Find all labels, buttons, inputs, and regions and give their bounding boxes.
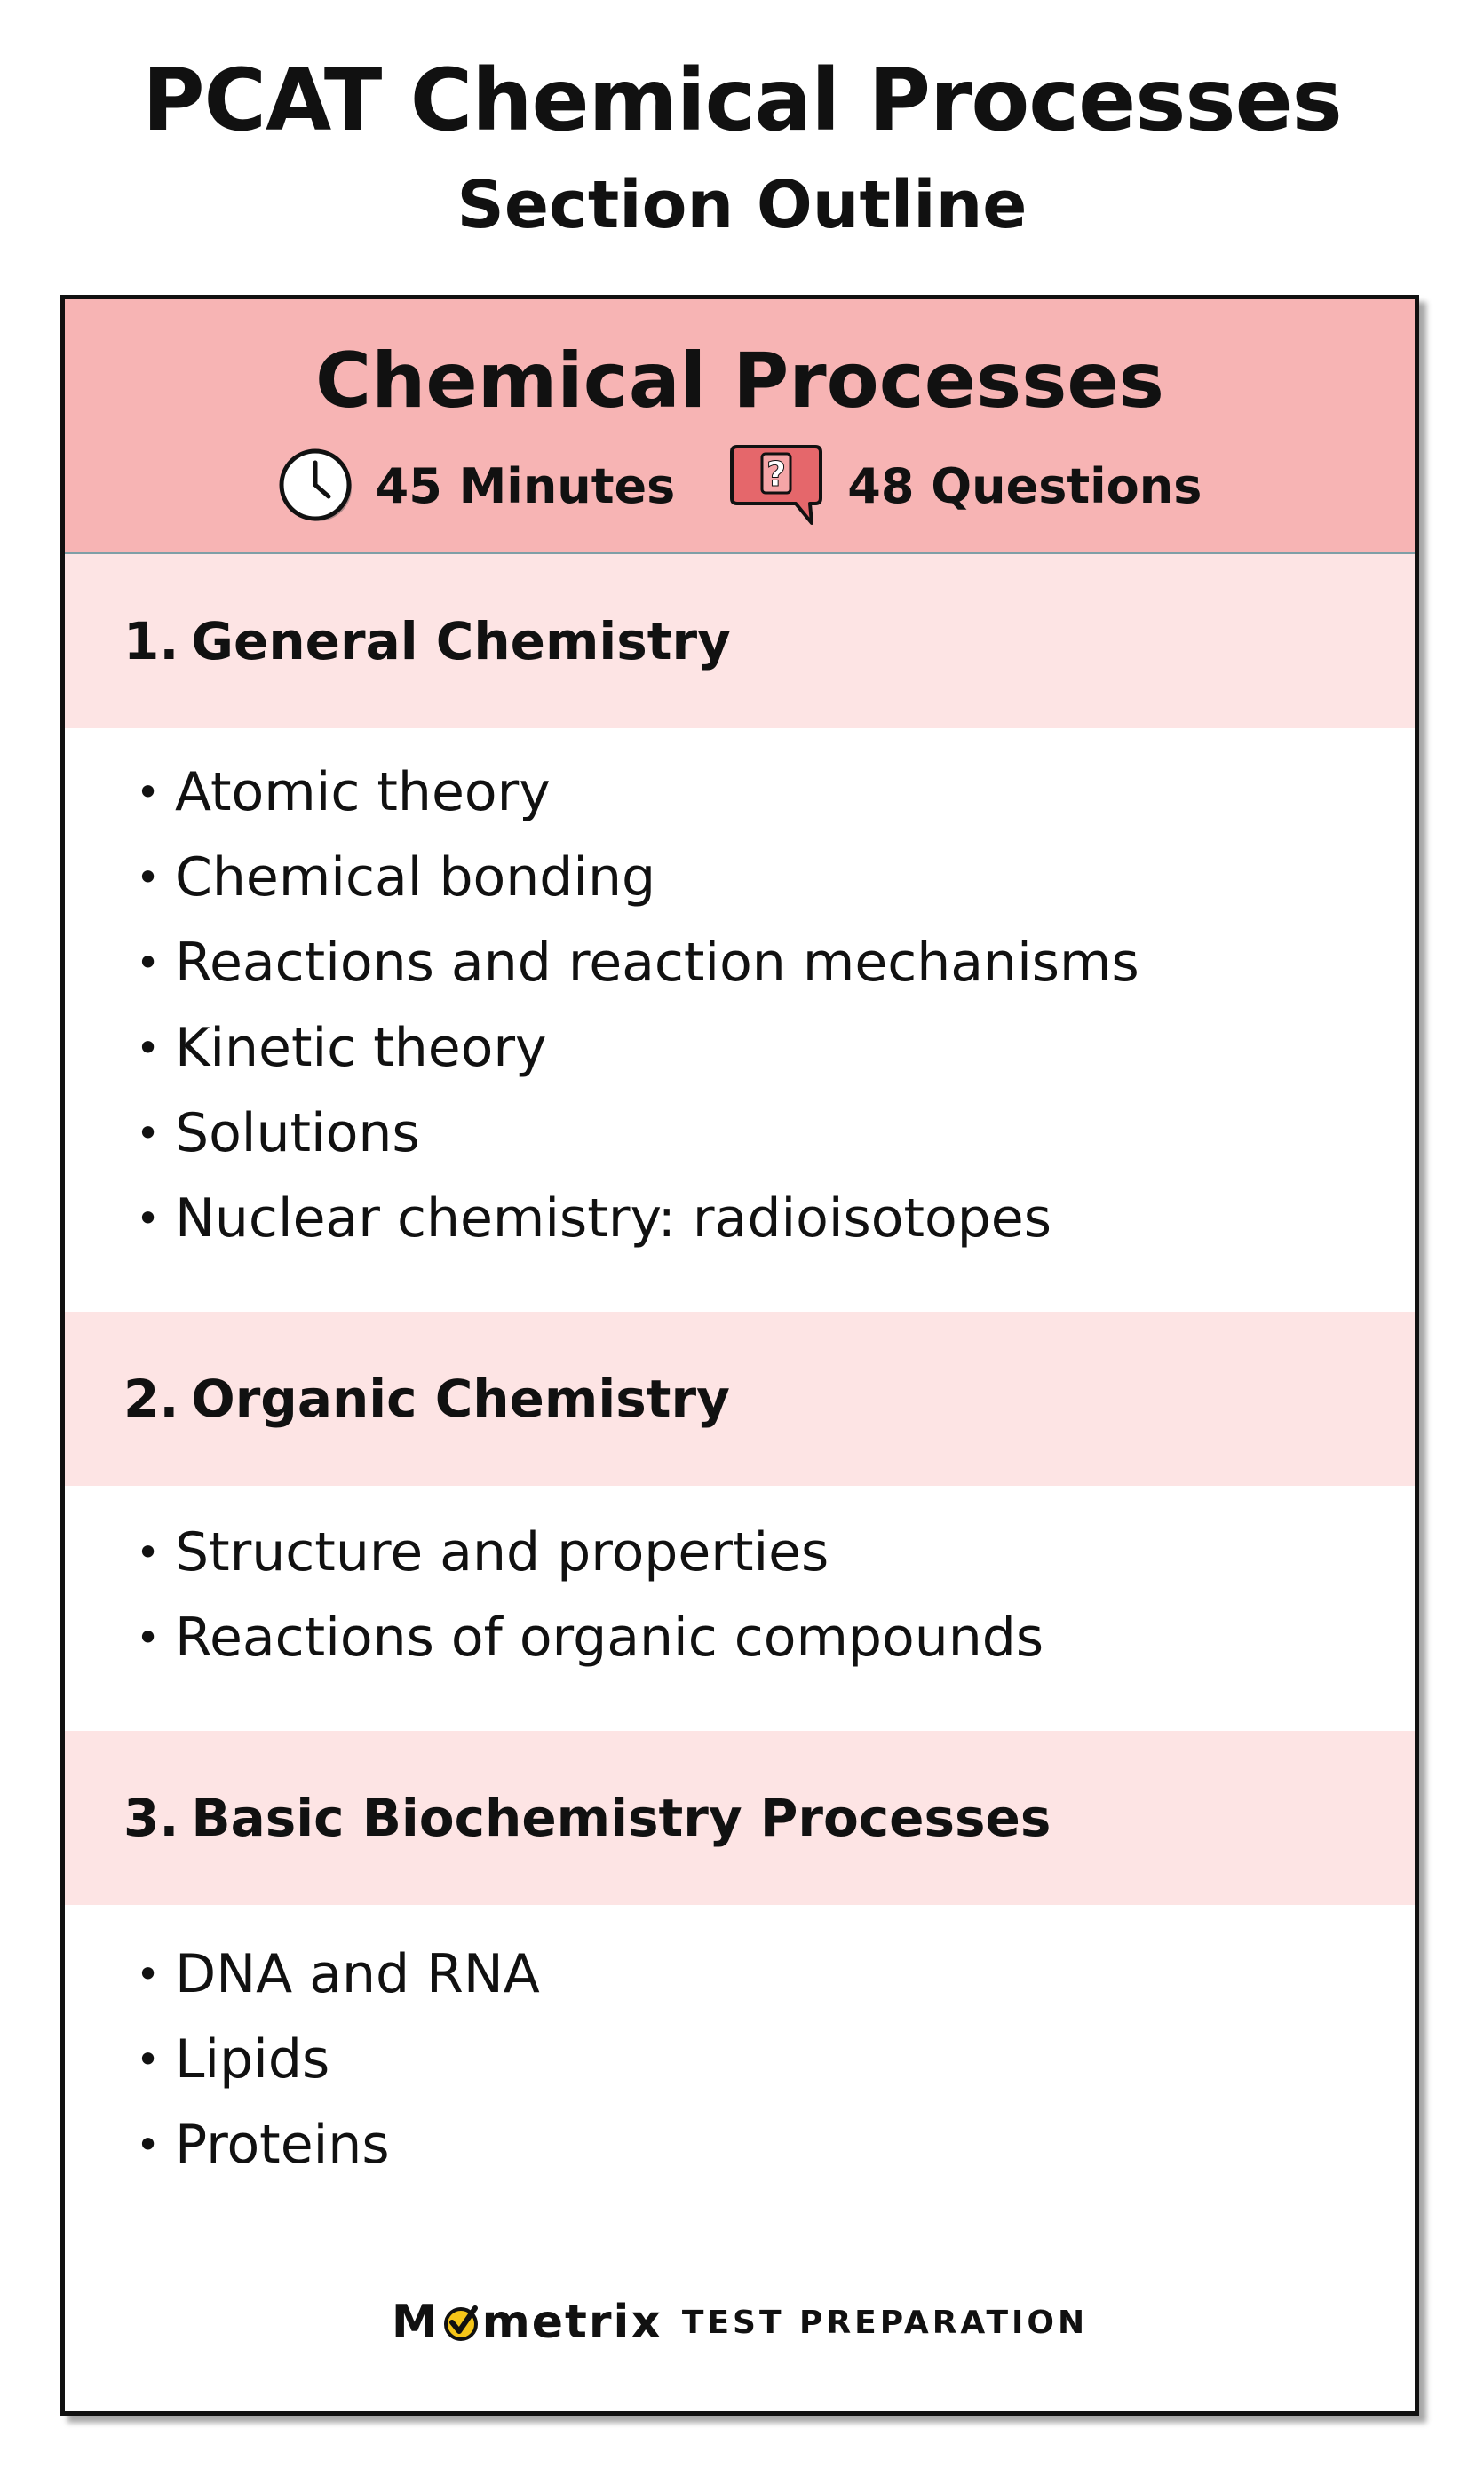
section-header-basic-biochemistry <box>65 1731 1415 1905</box>
questions-info <box>726 441 1202 530</box>
list-item: • Solutions <box>136 1102 420 1164</box>
list-item: • Chemical bonding <box>136 846 656 909</box>
card-header <box>65 299 1415 554</box>
section-title: Basic Biochemistry Processes <box>191 1788 1051 1848</box>
basic-biochemistry-list <box>136 1932 540 2187</box>
clock-icon <box>278 448 354 524</box>
section-number: 1. <box>123 611 179 671</box>
page-subtitle: Section Outline <box>456 167 1028 243</box>
list-item: • Reactions of organic compounds <box>136 1607 1044 1669</box>
list-item: • DNA and RNA <box>136 1943 540 2005</box>
meta-row <box>65 441 1415 530</box>
brand-logo: M metrix <box>391 2296 663 2349</box>
list-item: • Proteins <box>136 2114 390 2176</box>
section-number: 3. <box>123 1788 179 1848</box>
organic-chemistry-list <box>136 1510 1044 1680</box>
time-label: 45 Minutes <box>375 457 676 514</box>
list-item: • Lipids <box>136 2028 330 2091</box>
list-item: • Nuclear chemistry: radioisotopes <box>136 1187 1051 1250</box>
brand-footer <box>65 2296 1415 2349</box>
section-number: 2. <box>123 1369 179 1429</box>
card-title: Chemical Processes <box>315 337 1164 425</box>
section-title: General Chemistry <box>191 611 731 671</box>
checkmark-o-icon <box>441 2303 480 2342</box>
brand-tagline: TEST PREPARATION <box>681 2304 1089 2341</box>
list-item: • Atomic theory <box>136 761 551 823</box>
section-header-general-chemistry <box>65 554 1415 728</box>
svg-text:?: ? <box>766 455 787 494</box>
list-item: • Reactions and reaction mechanisms <box>136 932 1139 994</box>
general-chemistry-list <box>136 750 1139 1261</box>
page-title: PCAT Chemical Processes <box>142 51 1342 150</box>
section-header-organic-chemistry <box>65 1312 1415 1486</box>
list-item: • Kinetic theory <box>136 1017 547 1079</box>
time-info <box>278 448 676 524</box>
question-bubble-icon <box>726 441 826 530</box>
outline-card <box>60 295 1419 2416</box>
section-title: Organic Chemistry <box>191 1369 730 1429</box>
list-item: • Structure and properties <box>136 1521 829 1583</box>
questions-label: 48 Questions <box>847 457 1202 514</box>
